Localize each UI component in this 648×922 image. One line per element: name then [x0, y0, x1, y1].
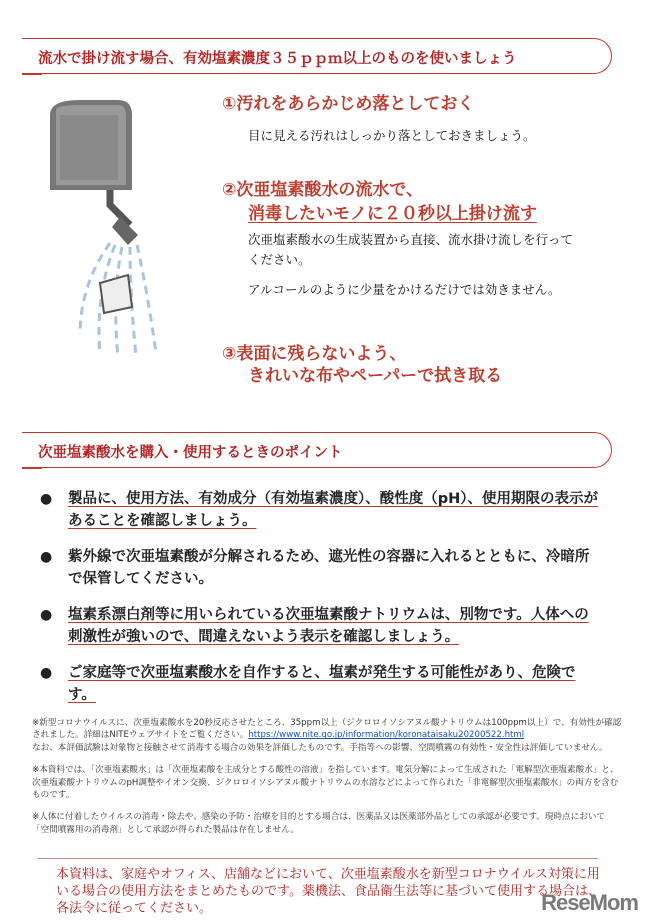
list-item: ● 紫外線で次亜塩素酸が分解されるため、遮光性の容器に入れるとともに、冷暗所で保管してください。: [40, 546, 600, 590]
step-2-title-line2: 消毒したいモノに２０秒以上掛け流す: [248, 204, 537, 224]
resemom-logo: ReseMom: [541, 890, 638, 915]
section-title: 次亜塩素酸水を購入・使用するときのポイント: [38, 445, 343, 461]
bullet-icon: ●: [40, 607, 53, 623]
section-banner-flowing-water: [22, 38, 612, 74]
step-1-title: ①汚れをあらかじめ落としておく: [222, 94, 475, 114]
points-list: [40, 488, 600, 720]
step-2-body-2: アルコールのように少量をかけるだけでは効きません。: [248, 282, 561, 297]
faucet-illustration: [40, 95, 190, 365]
bullet-icon: ●: [40, 549, 53, 565]
step-2-body-1: 次亜塩素酸水の生成装置から直接、流水掛け流しを行ってください。: [248, 232, 574, 267]
bullet-icon: ●: [40, 491, 53, 507]
bullet-icon: ●: [40, 665, 53, 681]
step-1-body: 目に見える汚れはしっかり落としておきましょう。: [248, 128, 536, 143]
summary-text: 本資料は、家庭やオフィス、店舗などにおいて、次亜塩素酸水を新型コロナウイルス対策に用いる場合の使用方法をまとめたものです。薬機法、食品衛生法等に基づいて使用する場合は、各法令に従ってください。: [56, 867, 601, 916]
nite-link[interactable]: https://www.nite.go.jp/information/koronataisaku20200522.html: [248, 730, 525, 741]
footnotes: [32, 717, 622, 846]
step-3-title-line2: きれいな布やペーパーで拭き取る: [248, 366, 503, 386]
footnote-2: ※本資料では、「次亜塩素酸水」は「次亜塩素酸を主成分とする酸性の溶液」を指しています。電気分解によって生成された「電解型次亜塩素酸水」と、次亜塩素酸ナトリウムのpH調整やイオン交換、ジクロロイソシアヌル酸ナトリウムの水溶などによって作られた「非電解型次亜塩素酸水」の両方を含むものです。: [32, 765, 619, 801]
list-item: ● ご家庭等で次亜塩素酸水を自作すると、塩素が発生する可能性があり、危険です。: [40, 662, 600, 706]
footnote-1: ※新型コロナウイルスに、次亜塩素酸水を20秒反応させたところ、35ppm以上（ジクロロイソシアヌル酸ナトリウムは100ppm以上）で、有効性が確認されました。詳細はNITEウェブサイトをご覧ください。https://www.nite.go.jp/information/koronataisaku20200522.html なお、本評価試験は対象物と接触させて消毒する場合の効果を評価したものです。手指等への影響、空間噴霧の有効性・安全性は評価していません。: [32, 718, 622, 753]
section-title: 流水で掛け流す場合、有効塩素濃度３５ｐｐｍ以上のものを使いましょう: [38, 51, 517, 67]
footnote-3: ※人体に付着したウイルスの消毒・除去や、感染の予防・治療を目的とする場合は、医薬品又は医薬部外品としての承認が必要です。現時点において「空間噴霧用の消毒剤」として承認が得られた製品は存在しません。: [32, 812, 606, 835]
step-3-title-line1: ③表面に残らないよう、: [222, 344, 407, 364]
list-item: ● 製品に、使用方法、有効成分（有効塩素濃度）、酸性度（pH）、使用期限の表示があることを確認しましょう。: [40, 488, 600, 532]
step-2-title-line1: ②次亜塩素酸水の流水で、: [222, 180, 424, 200]
list-item: ● 塩素系漂白剤等に用いられている次亜塩素酸ナトリウムは、別物です。人体への刺激性が強いので、間違えないよう表示を確認しましょう。: [40, 604, 600, 648]
section-banner-points: [22, 432, 612, 468]
divider: [38, 858, 598, 859]
